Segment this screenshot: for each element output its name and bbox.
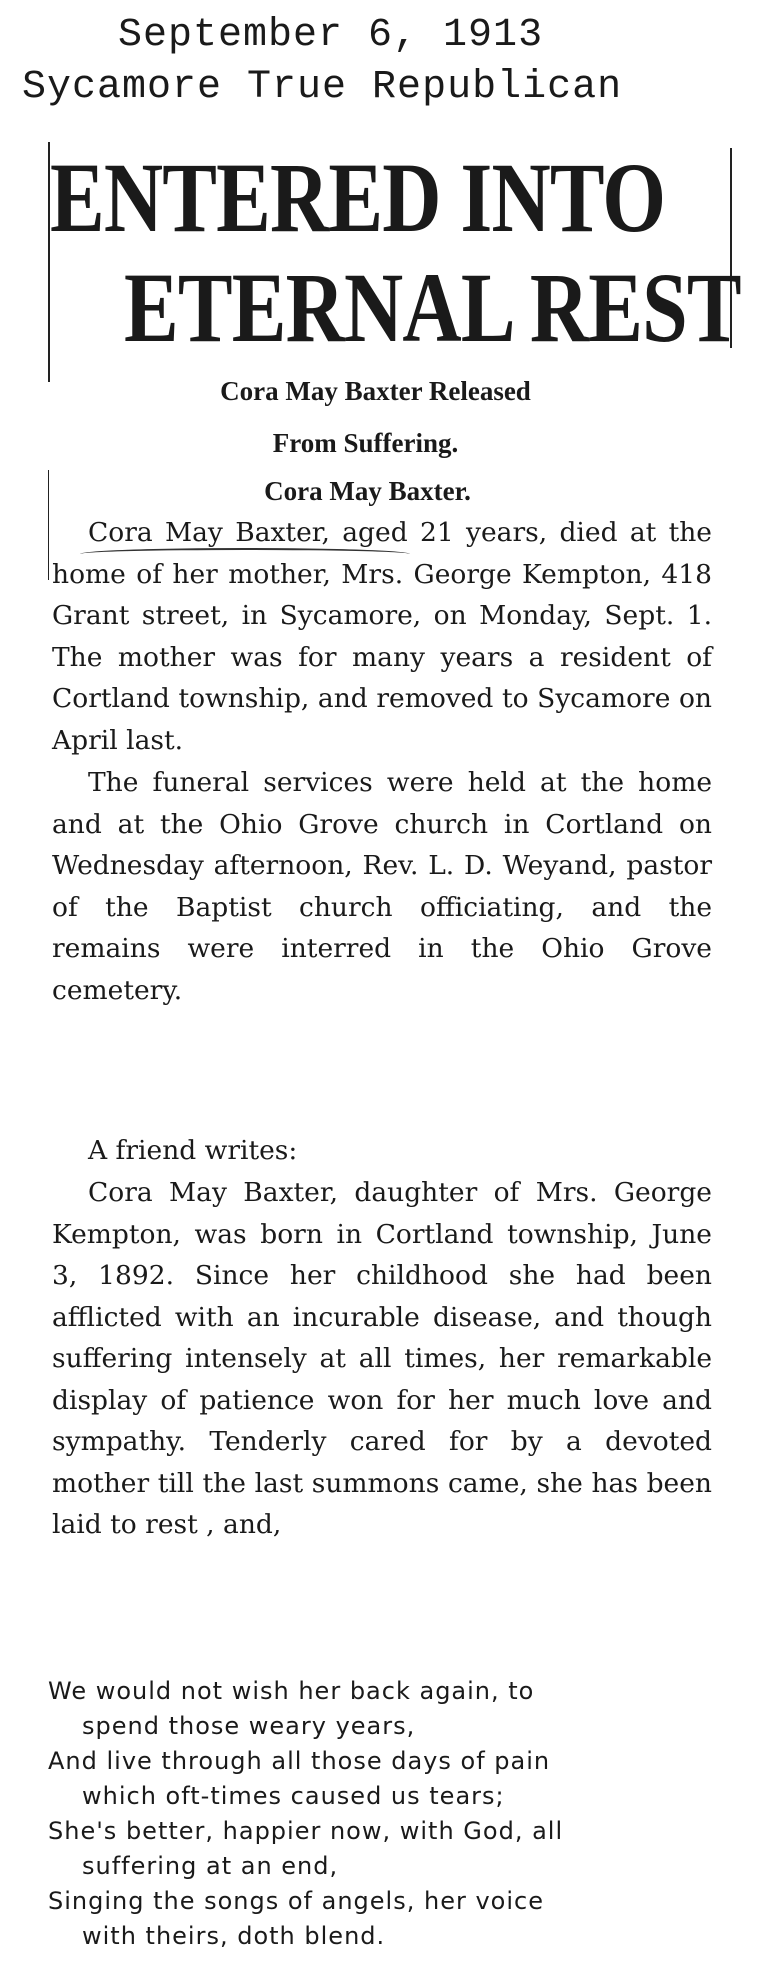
headline-line-1: ENTERED INTO xyxy=(50,142,666,253)
newspaper-name: Sycamore True Republican xyxy=(22,65,623,110)
poem-line: We would not wish her back again, to xyxy=(48,1677,535,1705)
article-paragraph xyxy=(52,512,712,761)
poem-line-continued: suffering at an end, xyxy=(82,1852,339,1880)
article-paragraph xyxy=(52,1130,712,1172)
poem-line-continued: which oft-times caused us tears; xyxy=(82,1782,505,1810)
poem-line: Singing the songs of angels, her voice xyxy=(48,1887,544,1915)
poem-line-continued: with theirs, doth blend. xyxy=(82,1922,386,1950)
paragraph-text: The funeral services were held at the home and at the Ohio Grove church in Cortland on Wednesday afternoon, Rev. L. D. Weyand, pastor of the Baptist church officiating, and the remains were interred in the Ohio Grove cemetery. xyxy=(52,767,712,1006)
paragraph-text: Cora May Baxter, daughter of Mrs. George Kempton, was born in Cortland township, June 3, 1892. Since her childhood she had been afflicted with an incurable disease, and though suffering intensely at all times, her remarkable display of patience won for her much love and sympathy. Tenderly cared for by a devoted mother till the last summons came, she has been laid to rest , and, xyxy=(52,1177,712,1540)
poem-line-continued: spend those weary years, xyxy=(82,1712,416,1740)
memorial-poem xyxy=(48,1674,728,1954)
poem-line: She's better, happier now, with God, all xyxy=(48,1817,564,1845)
subheadline-line-1: Cora May Baxter Released xyxy=(220,376,531,406)
paragraph-text: Cora May Baxter, aged 21 years, died at the home of her mother, Mrs. George Kempton, 418 Grant street, in Sycamore, on Monday, Sept. 1. The mother was for many years a resident of Cortland township, and removed to Sycamore on April last. xyxy=(52,517,712,756)
article-paragraph xyxy=(52,762,712,1011)
subheadline-line-2: From Suffering. xyxy=(272,428,459,458)
paragraph-text: A friend writes: xyxy=(88,1135,298,1166)
subject-name: Cora May Baxter. xyxy=(264,476,471,506)
poem-line: And live through all those days of pain xyxy=(48,1747,551,1775)
article-paragraph xyxy=(52,1172,712,1546)
headline-line-2: ETERNAL REST xyxy=(124,252,741,363)
clipping-date: September 6, 1913 xyxy=(118,13,544,58)
